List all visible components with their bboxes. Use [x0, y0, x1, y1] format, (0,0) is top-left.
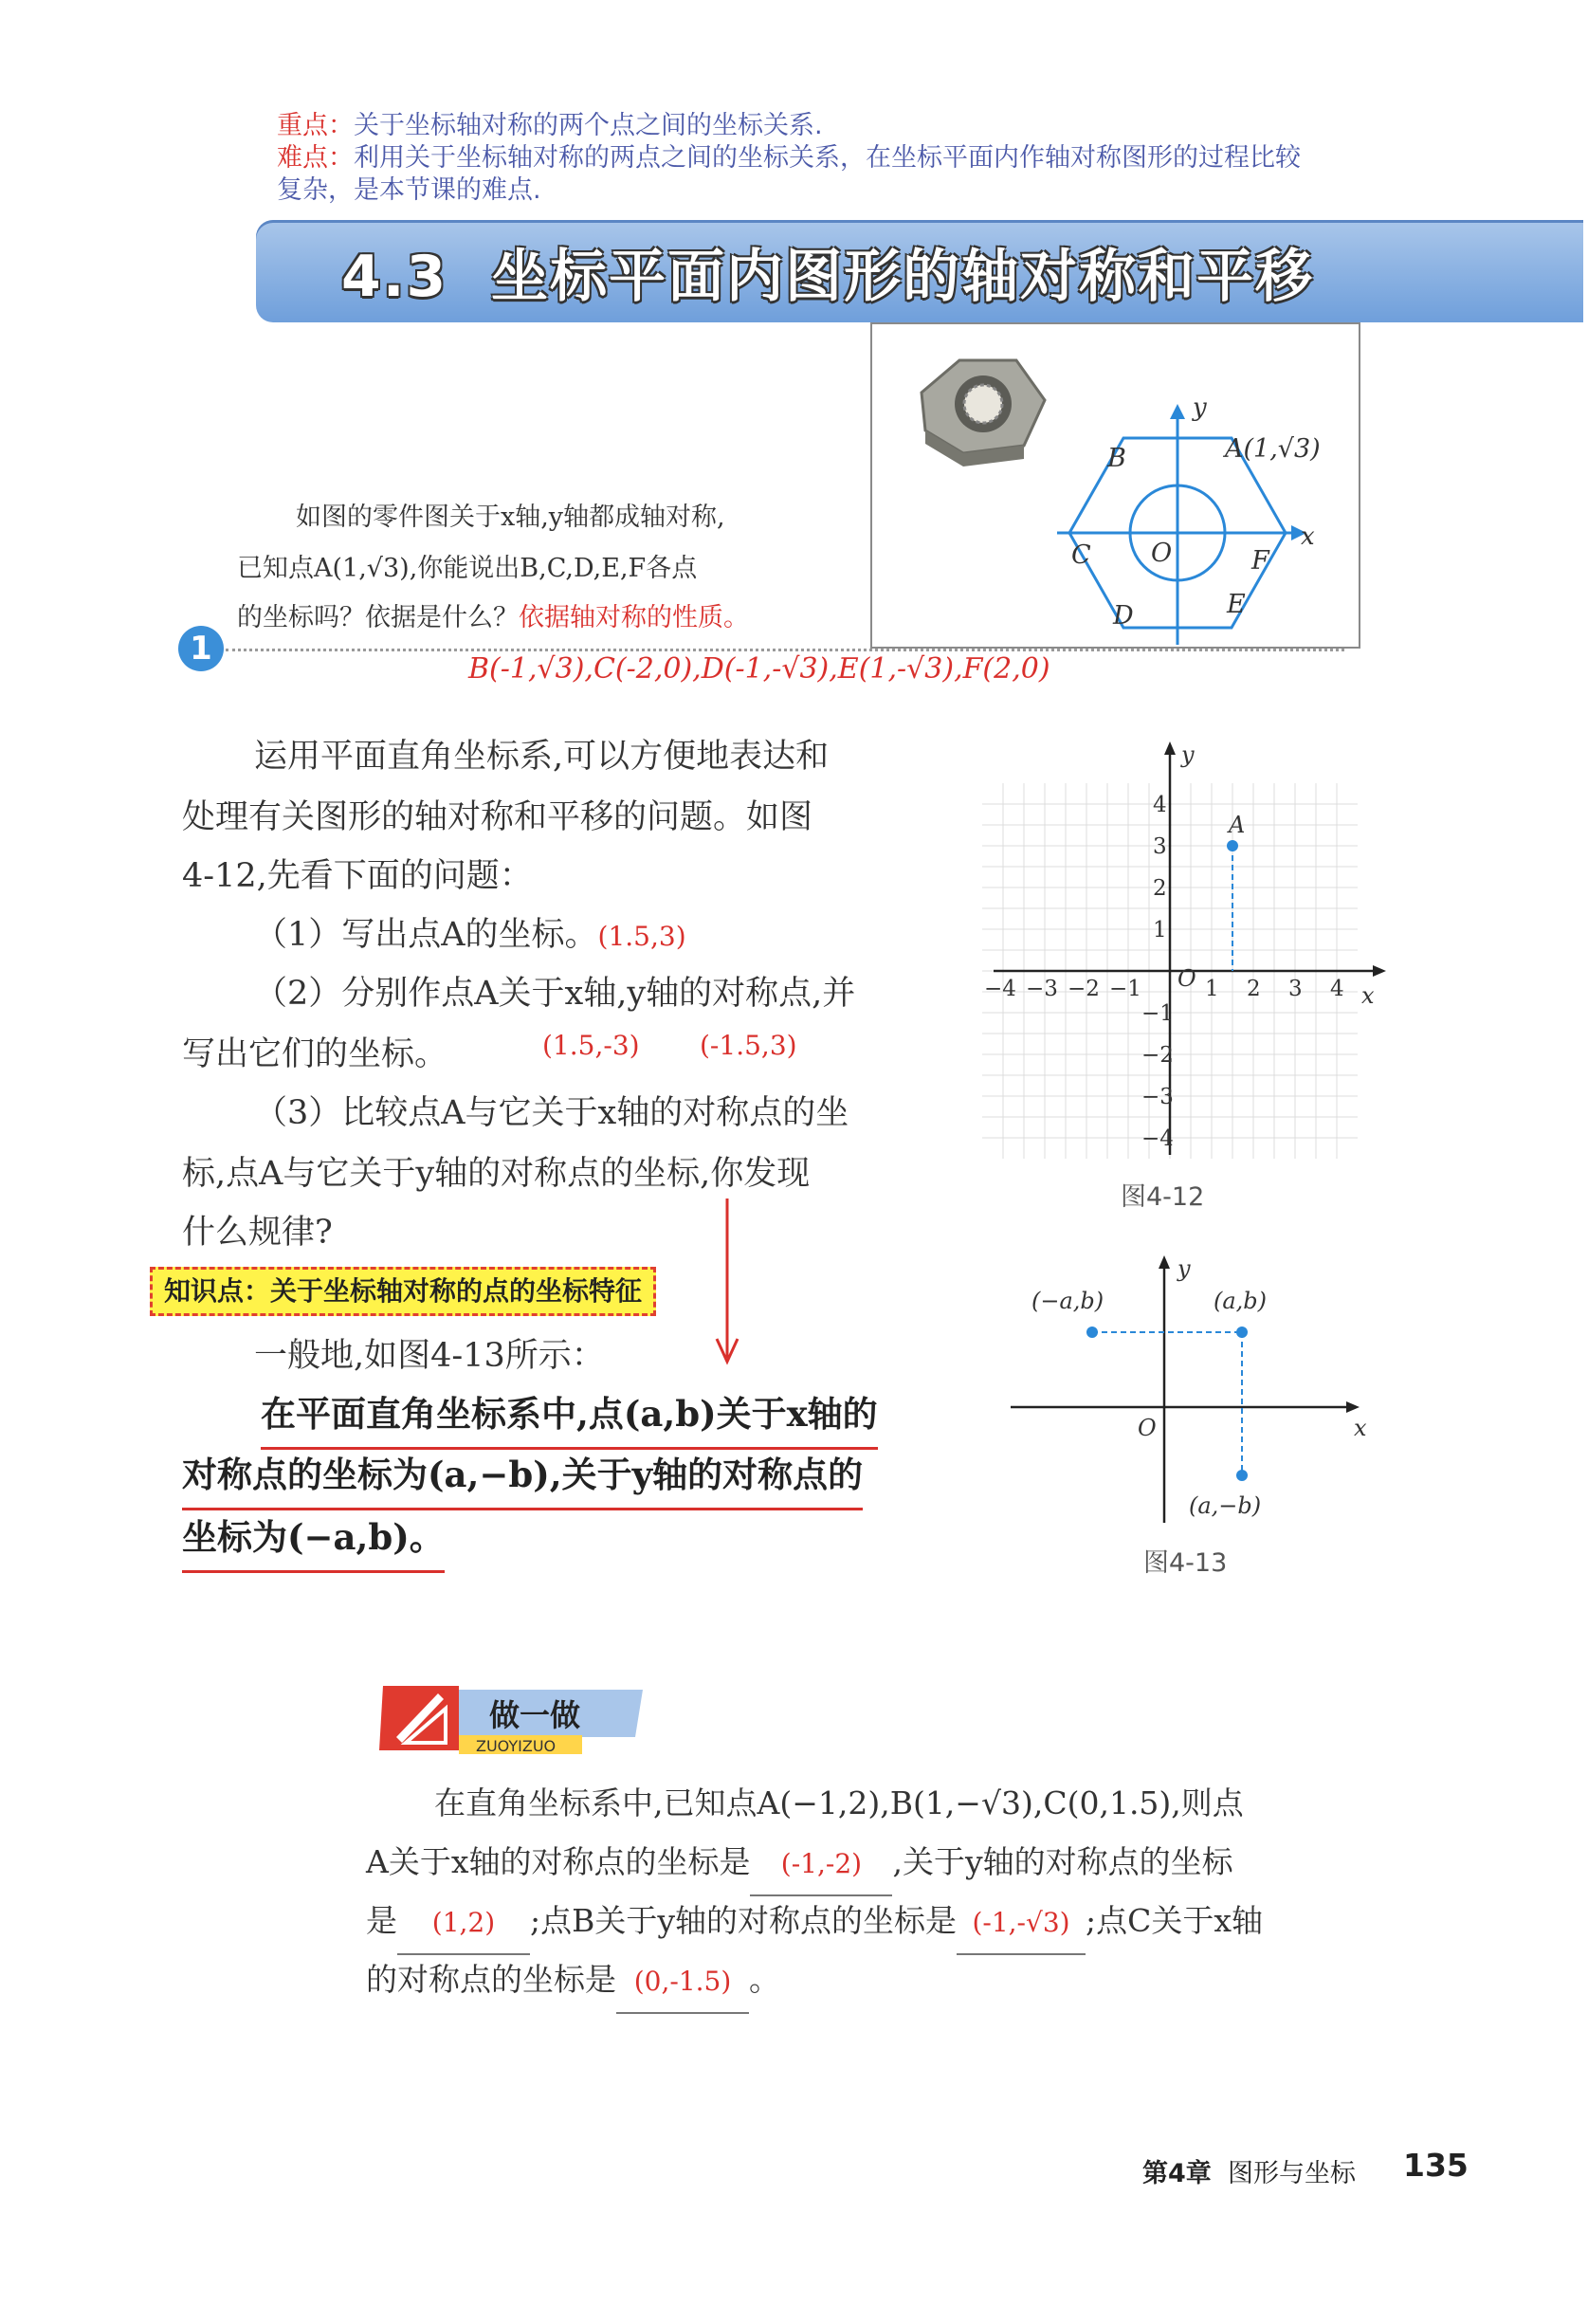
question-1: [254, 905, 686, 967]
fig413-point-neg-a-b: [1086, 1327, 1098, 1338]
fig413-x-label: x: [1354, 1415, 1367, 1441]
para1-line-1: 运用平面直角坐标系,可以方便地表达和: [254, 738, 830, 776]
fig413-label-a-neg-b: (a,−b): [1189, 1492, 1262, 1519]
footer-chapter: 第4章: [1142, 2159, 1212, 2188]
difficulty-note-cont: [277, 174, 541, 207]
section-title: [341, 231, 1314, 313]
nut-label-b: B: [1107, 444, 1126, 473]
fig412-y-tick-label: 3: [1153, 834, 1167, 859]
rule-line-1: 在平面直角坐标系中,点(a,b)关于x轴的: [261, 1381, 878, 1450]
exercise-line-2: [366, 1832, 1233, 1896]
rule-line-1-wrap: [261, 1381, 878, 1450]
exercise-line-3-b: ;点B关于y轴的对称点的坐标是: [530, 1902, 958, 1939]
exercise-line-4-a: 的对称点的坐标是: [366, 1961, 616, 1998]
nut-y-arrow: [1170, 404, 1185, 419]
intro-line-1: 如图的零件图关于x轴,y轴都成轴对称,: [296, 503, 725, 532]
exercise-blank-2: (1,2): [397, 1893, 530, 1955]
exercise-line-2-b: ,关于y轴的对称点的坐标: [892, 1843, 1233, 1880]
fig413-origin: O: [1138, 1415, 1157, 1441]
fig412-y-tick-label: 2: [1153, 876, 1167, 901]
fig413-caption: 图4-13: [1143, 1548, 1228, 1578]
fig412-y-tick-label: 1: [1153, 918, 1167, 942]
key-point-label: 重点：: [277, 111, 354, 140]
question-1-text: （1）写出点A的坐标。: [254, 916, 598, 954]
rule-line-3-wrap: [182, 1504, 445, 1573]
nut-label-c: C: [1071, 540, 1091, 570]
question-3-line-3: 什么规律?: [182, 1214, 333, 1252]
fig412-y-tick-label: −4: [1141, 1126, 1174, 1151]
fig413-y-label: y: [1177, 1255, 1191, 1282]
fig412-x-label: x: [1361, 982, 1375, 1009]
knowledge-point-tag: 知识点：关于坐标轴对称的点的坐标特征: [150, 1267, 656, 1316]
fig412-y-tick-label: −1: [1141, 1001, 1174, 1026]
nut-label-e: E: [1227, 590, 1246, 619]
fig412-y-label: y: [1181, 741, 1195, 768]
try-it-badge: [377, 1680, 645, 1756]
fig413-point-a-neg-b: [1236, 1470, 1248, 1481]
nut-photo: [922, 360, 1045, 467]
difficulty-text-2: 复杂，是本节课的难点.: [277, 175, 541, 205]
fig413-label-neg-a-b: (−a,b): [1031, 1288, 1104, 1314]
nut-figure-box: [870, 322, 1360, 649]
fig412-x-arrow: [1373, 965, 1386, 977]
footer-chapter-title: 图形与坐标: [1227, 2159, 1356, 2188]
fig412-y-tick-label: 4: [1153, 793, 1167, 817]
try-it-subtitle: ZUOYIZUO: [476, 1737, 557, 1755]
exercise-blank-3: (-1,-√3): [957, 1893, 1086, 1955]
figure-4-13: [1005, 1252, 1384, 1536]
fig412-x-tick-label: 1: [1205, 977, 1219, 1001]
section-number: 4.3: [341, 244, 448, 310]
intro-answer-basis: 依据轴对称的性质。: [519, 603, 749, 632]
nut-label-o: O: [1151, 539, 1173, 568]
question-2-answer-1: (1.5,-3): [542, 1030, 640, 1061]
fig412-caption: 图4-12: [1121, 1182, 1205, 1212]
nut-label-a: A(1,√3): [1225, 434, 1321, 464]
fig413-label-a-b: (a,b): [1214, 1288, 1268, 1314]
fig412-y-tick-label: −2: [1141, 1043, 1174, 1068]
exercise-line-3-a: 是: [366, 1902, 397, 1939]
fig412-x-tick-label: 3: [1288, 977, 1303, 1001]
fig413-point-a-b: [1236, 1327, 1248, 1338]
red-arrow: [713, 1197, 741, 1367]
key-point-text: 关于坐标轴对称的两个点之间的坐标关系.: [354, 111, 823, 140]
problem-number-badge: 1: [178, 626, 224, 671]
fig412-x-tick-label: 2: [1247, 977, 1261, 1001]
nut-figure: [872, 324, 1359, 647]
fig412-x-tick-label: −2: [1068, 977, 1100, 1001]
fig412-point-a-label: A: [1229, 812, 1246, 838]
intro-answer-coords: B(-1,√3),C(-2,0),D(-1,-√3),E(1,-√3),F(2,0): [468, 652, 1050, 686]
rule-line-3: 坐标为(−a,b)。: [182, 1504, 445, 1573]
intro-line-3-text: 的坐标吗？依据是什么？: [237, 603, 519, 632]
nut-label-d: D: [1113, 601, 1134, 631]
difficulty-text-1: 利用关于坐标轴对称的两点之间的坐标关系，在坐标平面内作轴对称图形的过程比较: [354, 143, 1301, 173]
fig412-y-tick-label: −3: [1141, 1085, 1174, 1109]
exercise-line-4-b: 。: [749, 1961, 780, 1998]
para1-line-2: 处理有关图形的轴对称和平移的问题。如图: [182, 798, 813, 836]
key-point-note: [277, 110, 823, 142]
nut-label-y: y: [1193, 393, 1207, 422]
question-2-answer-2: (-1.5,3): [700, 1030, 797, 1061]
fig413-y-arrow: [1159, 1255, 1170, 1269]
question-3-line-1: （3）比较点A与它关于x轴的对称点的坐: [254, 1094, 849, 1132]
fig413-x-arrow: [1346, 1401, 1360, 1413]
nut-label-x: x: [1301, 522, 1315, 551]
exercise-line-2-a: A关于x轴的对称点的坐标是: [366, 1843, 751, 1880]
fig412-point-a: [1227, 840, 1238, 851]
fig412-x-tick-label: −3: [1026, 977, 1058, 1001]
general-statement: 一般地,如图4-13所示：: [254, 1337, 605, 1375]
intro-line-3: [237, 595, 749, 641]
section-title-text: 坐标平面内图形的轴对称和平移: [491, 244, 1315, 310]
fig412-y-arrow: [1164, 741, 1176, 755]
exercise-line-4: [366, 1949, 780, 2014]
intro-line-2: 已知点A(1,√3),你能说出B,C,D,E,F各点: [237, 554, 698, 583]
try-it-title: 做一做: [489, 1697, 581, 1733]
exercise-line-3-c: ;点C关于x轴: [1086, 1902, 1263, 1939]
difficulty-note: [277, 142, 1301, 174]
question-3-line-2: 标,点A与它关于y轴的对称点的坐标,你发现: [182, 1155, 811, 1193]
rule-line-2: 对称点的坐标为(a,−b),关于y轴的对称点的: [182, 1441, 863, 1510]
figure-4-12: [977, 738, 1394, 1174]
page-footer: [1142, 2152, 1356, 2189]
dotted-divider: [226, 649, 1344, 651]
exercise-line-3: [366, 1891, 1263, 1955]
fig412-x-tick-label: 4: [1330, 977, 1344, 1001]
exercise-blank-1: (-1,-2): [750, 1834, 892, 1896]
para1-line-3: 4-12,先看下面的问题：: [182, 857, 533, 895]
question-1-answer: (1.5,3): [597, 921, 686, 952]
nut-label-f: F: [1251, 546, 1269, 576]
exercise-line-1: 在直角坐标系中,已知点A(−1,2),B(1,−√3),C(0,1.5),则点: [434, 1784, 1244, 1821]
rule-line-2-wrap: [182, 1441, 863, 1510]
difficulty-label: 难点：: [277, 143, 354, 173]
fig412-origin: O: [1177, 965, 1196, 992]
question-2-line-2: 写出它们的坐标。: [182, 1035, 448, 1073]
question-2-line-1: （2）分别作点A关于x轴,y轴的对称点,并: [254, 975, 856, 1013]
fig412-x-tick-label: −4: [984, 977, 1016, 1001]
fig412-x-tick-label: −1: [1109, 977, 1141, 1001]
exercise-blank-4: (0,-1.5): [616, 1951, 749, 2014]
page-number: 135: [1403, 2147, 1469, 2184]
